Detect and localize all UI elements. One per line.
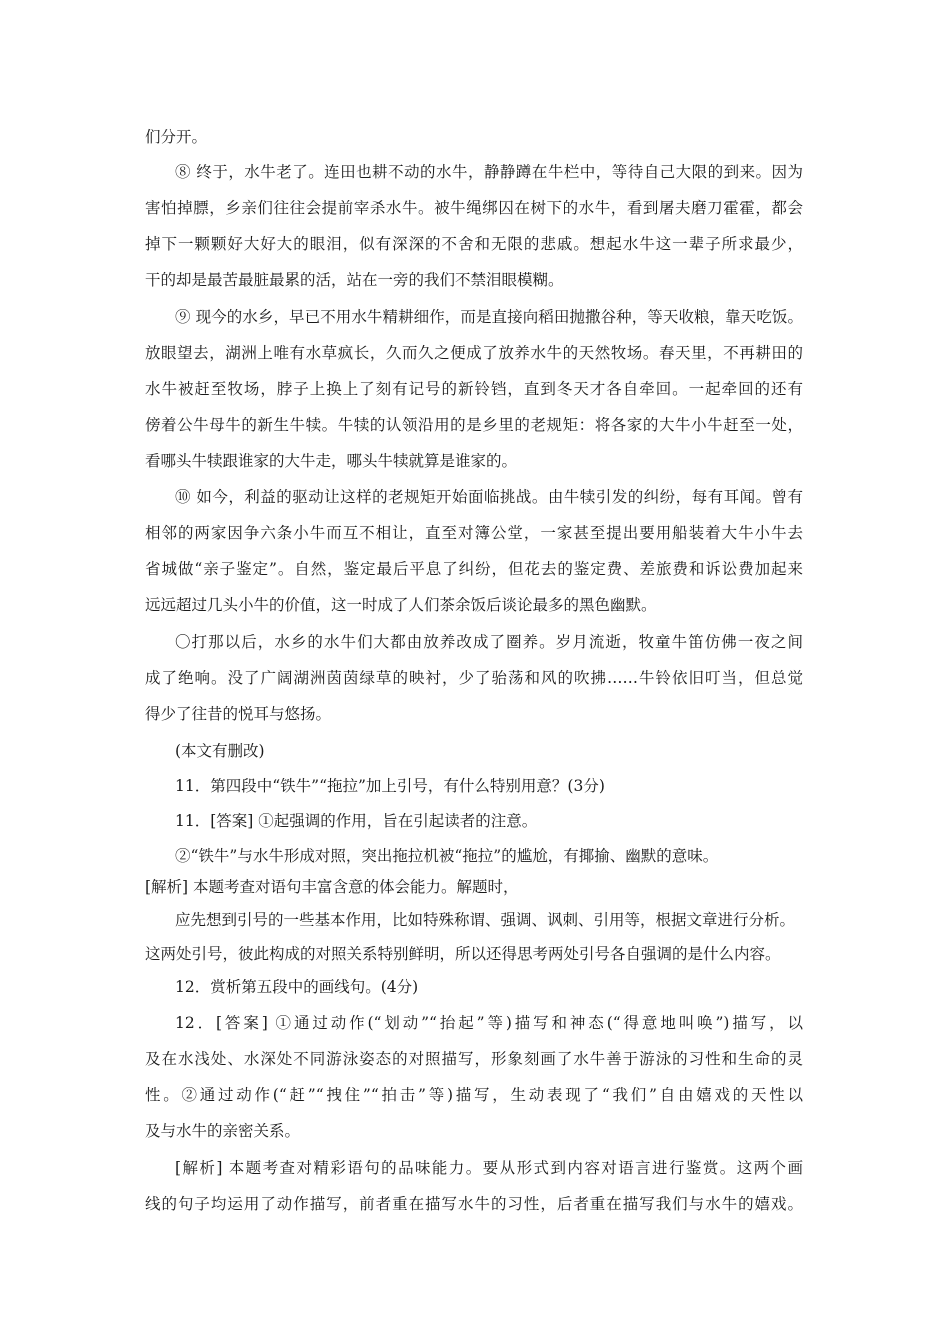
text-line: 应先想到引号的一些基本作用，比如特殊称谓、强调、讽刺、引用等，根据文章进行分析。 — [175, 911, 796, 929]
text-line: 性。②通过动作(“赶”“拽住”“拍击”等)描写，生动表现了“我们”自由嬉戏的天性以 — [145, 1086, 803, 1104]
question-11: 11．第四段中“铁牛”“拖拉”加上引号，有什么特别用意？(3分) — [175, 777, 605, 795]
text-line: 傍着公牛母牛的新生牛犊。牛犊的认领沿用的是乡里的老规矩：将各家的大牛小牛赶至一处， — [145, 416, 803, 434]
text-line: 水牛被赶至牧场，脖子上换上了刻有记号的新铃铛，直到冬天才各自牵回。一起牵回的还有 — [145, 380, 803, 398]
text-line: 成了绝响。没了广阔湖洲茵茵绿草的映衬，少了骀荡和风的吹拂……牛铃依旧叮当，但总觉 — [145, 669, 803, 687]
text-line: 相邻的两家因争六条小牛而互不相让，直至对簿公堂，一家甚至提出要用船装着大牛小牛去 — [145, 524, 803, 542]
text-line: 省城做“亲子鉴定”。自然，鉴定最后平息了纠纷，但花去的鉴定费、差旅费和诉讼费加起来 — [145, 560, 803, 578]
text-line: 干的却是最苦最脏最累的活，站在一旁的我们不禁泪眼模糊。 — [145, 271, 564, 289]
text-line: ⑩ 如今，利益的驱动让这样的老规矩开始面临挑战。由牛犊引发的纠纷，每有耳闻。曾有 — [175, 488, 803, 506]
text-line: 〇打那以后，水乡的水牛们大都由放养改成了圈养。岁月流逝，牧童牛笛仿佛一夜之间 — [175, 633, 803, 651]
answer-12: 12．[答案] ①通过动作(“划动”“抬起”等)描写和神态(“得意地叫唤”)描写，以 — [175, 1014, 803, 1032]
analysis-12: [解析] 本题考查对精彩语句的品味能力。要从形式到内容对语言进行鉴赏。这两个画 — [175, 1159, 803, 1177]
text-line: ⑧ 终于，水牛老了。连田也耕不动的水牛，静静蹲在牛栏中，等待自己大限的到来。因为 — [175, 163, 803, 181]
text-line: 害怕掉膘，乡亲们往往会提前宰杀水牛。被牛绳绑囚在树下的水牛，看到屠夫磨刀霍霍，都会 — [145, 199, 803, 217]
text-line: ⑨ 现今的水乡，早已不用水牛精耕细作，而是直接向稻田抛撒谷种，等天收粮，靠天吃饭。 — [175, 308, 803, 326]
analysis-11-label: [解析] 本题考查对语句丰富含意的体会能力。解题时， — [145, 878, 519, 896]
text-line: 放眼望去，湖洲上唯有水草疯长，久而久之便成了放养水牛的天然牧场。春天里，不再耕田的 — [145, 344, 803, 362]
answer-11-part1: 11．[答案] ①起强调的作用，旨在引起读者的注意。 — [175, 812, 538, 830]
text-line: 看哪头牛犊跟谁家的大牛走，哪头牛犊就算是谁家的。 — [145, 452, 518, 470]
text-line: 线的句子均运用了动作描写，前者重在描写水牛的习性，后者重在描写我们与水牛的嬉戏。 — [145, 1195, 803, 1213]
text-line: 远远超过几头小牛的价值，这一时成了人们茶余饭后谈论最多的黑色幽默。 — [145, 596, 657, 614]
text-line: 掉下一颗颗好大好大的眼泪，似有深深的不舍和无限的悲戚。想起水牛这一辈子所求最少， — [145, 235, 803, 253]
text-line: 这两处引号，彼此构成的对照关系特别鲜明，所以还得思考两处引号各自强调的是什么内容。 — [145, 945, 781, 963]
question-12: 12．赏析第五段中的画线句。(4分) — [175, 978, 419, 996]
text-line: 得少了往昔的悦耳与悠扬。 — [145, 705, 332, 723]
answer-11-part2: ②“铁牛”与水牛形成对照，突出拖拉机被“拖拉”的尴尬，有揶揄、幽默的意味。 — [175, 847, 719, 865]
text-line: 及在水浅处、水深处不同游泳姿态的对照描写，形象刻画了水牛善于游泳的习性和生命的灵 — [145, 1050, 803, 1068]
source-note: (本文有删改) — [175, 742, 265, 760]
text-line: 及与水牛的亲密关系。 — [145, 1122, 301, 1140]
text-line: 们分开。 — [145, 128, 208, 146]
